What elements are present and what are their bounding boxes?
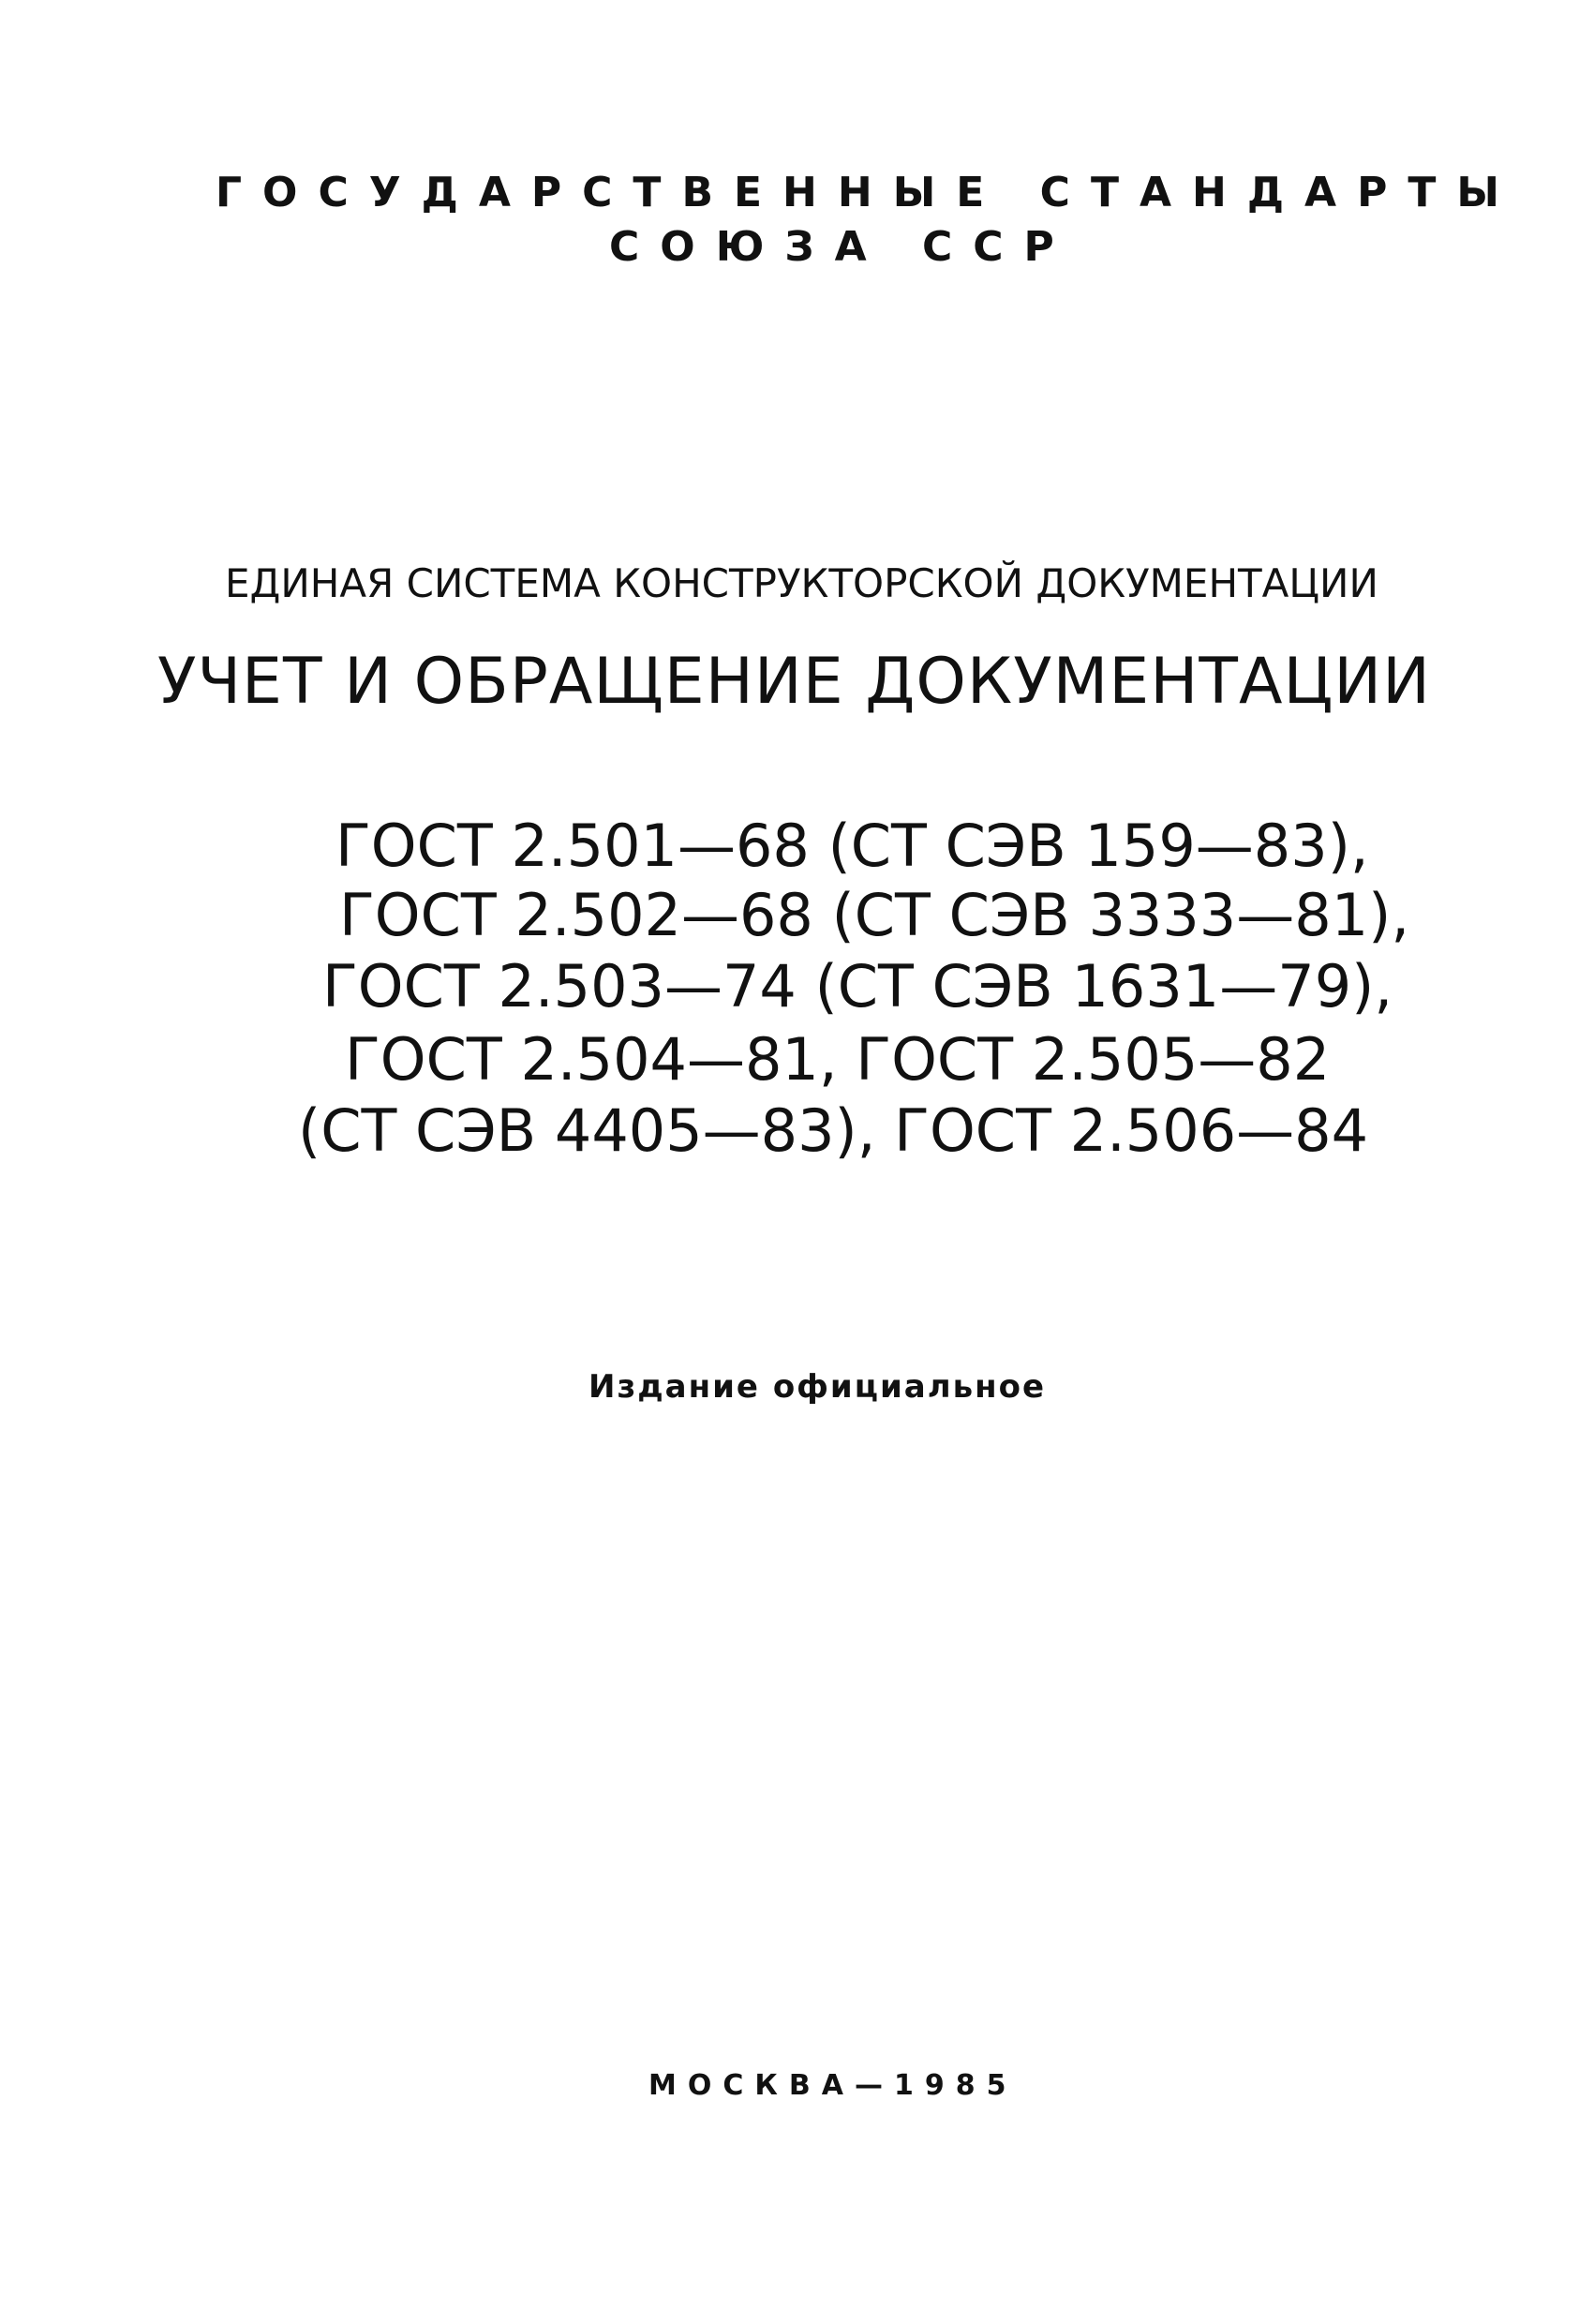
edition-note: Издание официальное (588, 1368, 1047, 1406)
standard-line-3: ГОСТ 2.503—74 (СТ СЭВ 1631—79), (322, 952, 1393, 1020)
standard-line-2: ГОСТ 2.502—68 (СТ СЭВ 3333—81), (339, 881, 1410, 949)
standard-line-1: ГОСТ 2.501—68 (СТ СЭВ 159—83), (335, 812, 1369, 880)
standard-line-5: (СТ СЭВ 4405—83), ГОСТ 2.506—84 (298, 1096, 1369, 1165)
publisher-header-line-2: СОЮЗА ССР (609, 223, 1075, 271)
publisher-header-line-1: ГОСУДАРСТВЕННЫЕ СТАНДАРТЫ (216, 169, 1520, 216)
standard-line-4: ГОСТ 2.504—81, ГОСТ 2.505—82 (345, 1025, 1331, 1094)
imprint-city-year: МОСКВА—1985 (648, 2069, 1018, 2102)
document-title: УЧЕТ И ОБРАЩЕНИЕ ДОКУМЕНТАЦИИ (157, 645, 1431, 719)
series-title: ЕДИНАЯ СИСТЕМА КОНСТРУКТОРСКОЙ ДОКУМЕНТАЦИИ (225, 560, 1378, 606)
